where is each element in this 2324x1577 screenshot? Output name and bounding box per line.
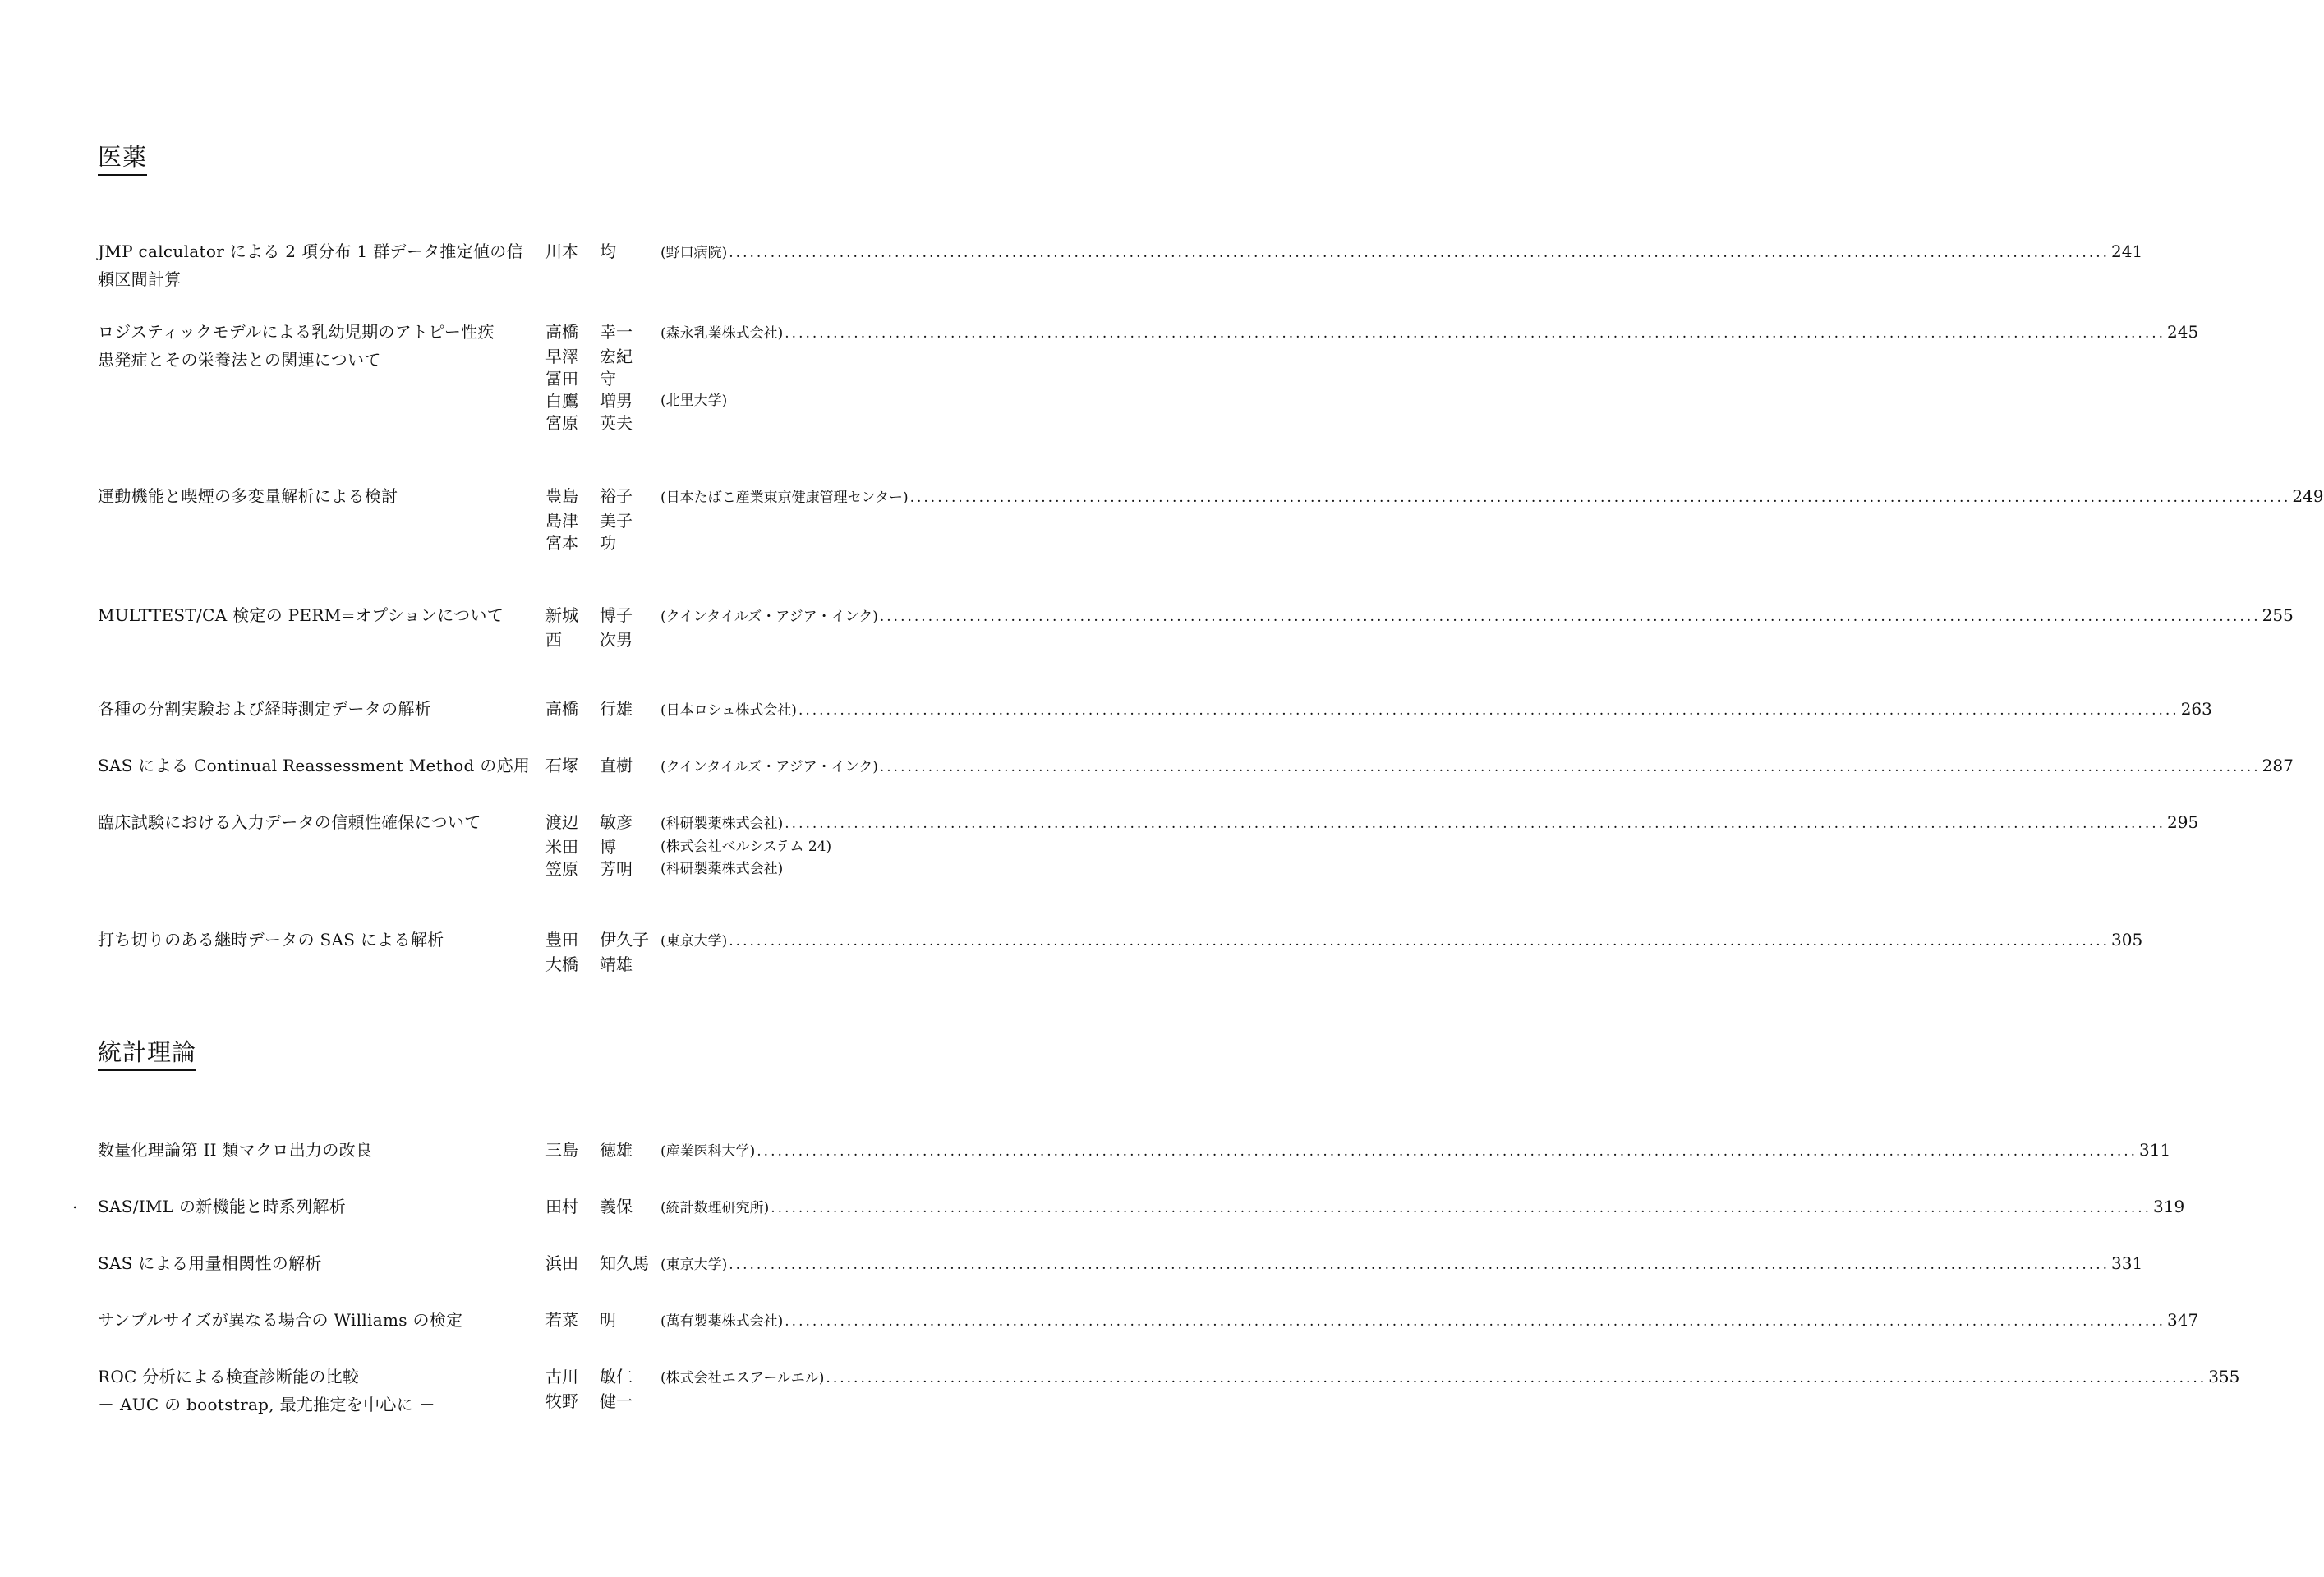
leader-dots: ........................................................................................................................................................................................................ <box>757 1143 2138 1160</box>
author-affiliation: (科研製薬株式会社) <box>660 816 784 832</box>
toc-entry <box>98 601 2294 650</box>
author-surname: 牧野 <box>545 1391 578 1411</box>
author-list <box>545 695 2212 723</box>
author-affiliation: (日本たばこ産業東京健康管理センター) <box>660 490 909 506</box>
entry-title-line: 運動機能と喫煙の多変量解析による検討 <box>98 486 398 506</box>
leader-dots: ........................................................................................................................................................................................................ <box>909 490 2291 506</box>
page-number: 311 <box>2139 1140 2171 1160</box>
author-given-name: 宏紀 <box>600 347 633 366</box>
author-surname: 浜田 <box>545 1253 578 1273</box>
author-list <box>545 1193 2185 1221</box>
author-affiliation: (株式会社ベルシステム 24) <box>660 839 832 855</box>
leader-dots: ........................................................................................................................................................................................................ <box>729 1257 2110 1273</box>
page-number: 287 <box>2262 756 2294 775</box>
author-list <box>545 1249 2143 1277</box>
author-row <box>545 954 1018 976</box>
leader-dots: ........................................................................................................................................................................................................ <box>826 1370 2207 1386</box>
entry-title-line: サンプルサイズが異なる場合の Williams の検定 <box>98 1310 463 1330</box>
affiliation-page-group <box>660 1249 2143 1279</box>
author-row <box>545 237 2143 265</box>
author-row <box>545 858 1018 880</box>
author-given-name: 増男 <box>600 391 633 411</box>
author-list <box>545 752 2294 779</box>
affiliation-page-group <box>660 1306 2199 1336</box>
author-given-name: 直樹 <box>600 756 633 775</box>
leader-dots: ........................................................................................................................................................................................................ <box>879 609 2261 625</box>
author-affiliation: (東京大学) <box>660 933 728 949</box>
entry-title-line: 打ち切りのある継時データの SAS による解析 <box>98 930 444 949</box>
page-number: 249 <box>2292 486 2324 506</box>
author-surname: 笠原 <box>545 859 578 879</box>
author-surname: 宮本 <box>545 533 578 553</box>
author-affiliation: (東京大学) <box>660 1257 728 1273</box>
author-row <box>545 318 2199 346</box>
entry-title-line: MULTTEST/CA 検定の PERM=オプションについて <box>98 605 504 625</box>
author-row <box>545 510 1018 532</box>
entry-title-line: － AUC の bootstrap, 最尤推定を中心に － <box>98 1395 435 1414</box>
entry-title-line: 頼区間計算 <box>98 269 182 289</box>
affiliation-page-group <box>660 752 2294 781</box>
author-affiliation: (野口病院) <box>660 245 728 261</box>
section-heading: 医薬 <box>98 141 147 176</box>
section-heading: 統計理論 <box>98 1037 196 1071</box>
entry-title-line: 数量化理論第 II 類マクロ出力の改良 <box>98 1140 373 1160</box>
toc-entry <box>98 695 2212 719</box>
author-given-name: 敏彦 <box>600 812 633 832</box>
leader-dots: ........................................................................................................................................................................................................ <box>785 816 2166 832</box>
author-row <box>545 629 1018 651</box>
author-row <box>545 412 1018 434</box>
author-list <box>545 1136 2171 1164</box>
author-given-name: 功 <box>600 533 616 553</box>
affiliation-page-group <box>660 1193 2185 1222</box>
author-affiliation: (日本ロシュ株式会社) <box>660 702 797 719</box>
toc-entry <box>98 318 2199 433</box>
author-list <box>545 1306 2199 1334</box>
stray-dot: . <box>72 1193 78 1212</box>
entry-title <box>98 482 541 510</box>
author-affiliation: (森永乳業株式会社) <box>660 325 784 342</box>
author-surname: 米田 <box>545 837 578 857</box>
author-surname: 豊島 <box>545 486 578 506</box>
author-row <box>545 601 2294 629</box>
author-row <box>545 926 2143 954</box>
author-surname: 川本 <box>545 241 578 261</box>
author-surname: 石塚 <box>545 756 578 775</box>
author-row <box>545 752 2294 779</box>
author-given-name: 幸一 <box>600 322 633 342</box>
entry-title-line: SAS/IML の新機能と時系列解析 <box>98 1197 347 1216</box>
author-surname: 白鷹 <box>545 391 578 411</box>
author-row <box>545 532 1018 554</box>
page-number: 295 <box>2167 812 2199 832</box>
author-row <box>545 1249 2143 1277</box>
toc-entry <box>98 808 2199 879</box>
author-list <box>545 318 2199 434</box>
toc-entry <box>98 482 2324 553</box>
entry-title <box>98 1306 541 1334</box>
leader-dots: ........................................................................................................................................................................................................ <box>879 759 2261 775</box>
leader-dots: ........................................................................................................................................................................................................ <box>729 245 2110 261</box>
affiliation-page-group <box>660 808 2199 838</box>
author-row <box>545 1193 2185 1221</box>
author-surname: 冨田 <box>545 369 578 389</box>
entry-title <box>98 1193 541 1221</box>
affiliation-page-group <box>660 1363 2240 1392</box>
author-list <box>545 601 2294 651</box>
author-given-name: 知久馬 <box>600 1253 649 1273</box>
affiliation-page-group <box>660 318 2199 347</box>
entry-title-line: 臨床試験における入力データの信頼性確保について <box>98 812 481 832</box>
author-list <box>545 808 2199 880</box>
affiliation-page-group <box>660 237 2143 267</box>
author-row <box>545 808 2199 836</box>
affiliation-page-group <box>660 836 1018 858</box>
entry-title-line: 各種の分割実験および経時測定データの解析 <box>98 699 431 719</box>
entry-title <box>98 318 541 374</box>
affiliation-page-group <box>660 858 1018 880</box>
author-affiliation: (クインタイルズ・アジア・インク) <box>660 759 878 775</box>
affiliation-page-group <box>660 482 2324 512</box>
author-surname: 早澤 <box>545 347 578 366</box>
author-surname: 豊田 <box>545 930 578 949</box>
leader-dots: ........................................................................................................................................................................................................ <box>771 1200 2152 1216</box>
affiliation-page-group <box>660 1136 2171 1166</box>
page-number: 263 <box>2180 699 2212 719</box>
author-row <box>545 368 1018 390</box>
leader-dots: ........................................................................................................................................................................................................ <box>785 325 2166 342</box>
entry-title-line: SAS による用量相関性の解析 <box>98 1253 322 1273</box>
author-row <box>545 1391 1018 1413</box>
entry-title-line: ROC 分析による検査診断能の比較 <box>98 1367 360 1386</box>
page-number: 347 <box>2167 1310 2199 1330</box>
author-surname: 新城 <box>545 605 578 625</box>
author-surname: 渡辺 <box>545 812 578 832</box>
author-given-name: 裕子 <box>600 486 633 506</box>
author-surname: 宮原 <box>545 413 578 433</box>
author-given-name: 靖雄 <box>600 954 633 974</box>
author-surname: 三島 <box>545 1140 578 1160</box>
author-affiliation: (産業医科大学) <box>660 1143 756 1160</box>
affiliation-page-group <box>660 390 1018 412</box>
author-given-name: 義保 <box>600 1197 633 1216</box>
leader-dots: ........................................................................................................................................................................................................ <box>798 702 2179 719</box>
entry-title-line: JMP calculator による 2 項分布 1 群データ推定値の信 <box>98 241 523 261</box>
author-given-name: 均 <box>600 241 616 261</box>
author-row <box>545 836 1018 858</box>
author-given-name: 次男 <box>600 630 633 650</box>
author-surname: 大橋 <box>545 954 578 974</box>
author-affiliation: (統計数理研究所) <box>660 1200 770 1216</box>
author-given-name: 徳雄 <box>600 1140 633 1160</box>
entry-title <box>98 237 541 293</box>
entry-title <box>98 926 541 954</box>
author-list <box>545 926 2143 976</box>
author-surname: 田村 <box>545 1197 578 1216</box>
affiliation-page-group <box>660 926 2143 955</box>
leader-dots: ........................................................................................................................................................................................................ <box>785 1313 2166 1330</box>
entry-title <box>98 808 541 836</box>
author-list <box>545 482 2324 554</box>
toc-entry <box>98 237 2143 289</box>
page-number: 255 <box>2262 605 2294 625</box>
author-list <box>545 237 2143 265</box>
author-given-name: 美子 <box>600 511 633 531</box>
author-affiliation: (科研製薬株式会社) <box>660 861 784 877</box>
author-surname: 古川 <box>545 1367 578 1386</box>
author-surname: 若菜 <box>545 1310 578 1330</box>
page-number: 305 <box>2111 930 2143 949</box>
page-number: 355 <box>2208 1367 2240 1386</box>
author-given-name: 英夫 <box>600 413 633 433</box>
leader-dots: ........................................................................................................................................................................................................ <box>729 933 2110 949</box>
author-given-name: 芳明 <box>600 859 633 879</box>
author-row <box>545 346 1018 368</box>
toc-entry <box>98 1306 2199 1330</box>
entry-title-line: 患発症とその栄養法との関連について <box>98 350 381 370</box>
entry-title-line: ロジスティックモデルによる乳幼児期のアトピー性疾 <box>98 322 495 342</box>
author-affiliation: (クインタイルズ・アジア・インク) <box>660 609 878 625</box>
author-given-name: 明 <box>600 1310 616 1330</box>
author-given-name: 敏仁 <box>600 1367 633 1386</box>
author-row <box>545 482 2324 510</box>
author-given-name: 伊久子 <box>600 930 649 949</box>
affiliation-page-group <box>660 695 2212 724</box>
affiliation-page-group <box>660 601 2294 631</box>
entry-title-line: SAS による Continual Reassessment Method の応用 <box>98 756 531 775</box>
author-surname: 西 <box>545 630 562 650</box>
entry-title <box>98 1249 541 1277</box>
entry-title <box>98 601 541 629</box>
author-list <box>545 1363 2240 1413</box>
entry-title <box>98 1363 541 1418</box>
author-surname: 高橋 <box>545 699 578 719</box>
author-surname: 島津 <box>545 511 578 531</box>
author-given-name: 博 <box>600 837 616 857</box>
author-row <box>545 1363 2240 1391</box>
page-number: 331 <box>2111 1253 2143 1273</box>
author-row <box>545 1136 2171 1164</box>
toc-entry <box>98 1249 2143 1273</box>
toc-entry <box>98 1136 2171 1160</box>
page-number: 245 <box>2167 322 2199 342</box>
entry-title <box>98 1136 541 1164</box>
author-affiliation: (萬有製薬株式会社) <box>660 1313 784 1330</box>
author-given-name: 博子 <box>600 605 633 625</box>
author-row <box>545 390 1018 412</box>
author-row <box>545 695 2212 723</box>
author-surname: 高橋 <box>545 322 578 342</box>
author-given-name: 行雄 <box>600 699 633 719</box>
entry-title <box>98 752 541 779</box>
entry-title <box>98 695 541 723</box>
page-number: 241 <box>2111 241 2143 261</box>
author-affiliation: (株式会社エスアールエル) <box>660 1370 825 1386</box>
author-row <box>545 1306 2199 1334</box>
page-number: 319 <box>2153 1197 2185 1216</box>
author-given-name: 守 <box>600 369 616 389</box>
author-affiliation: (北里大学) <box>660 393 728 409</box>
author-given-name: 健一 <box>600 1391 633 1411</box>
